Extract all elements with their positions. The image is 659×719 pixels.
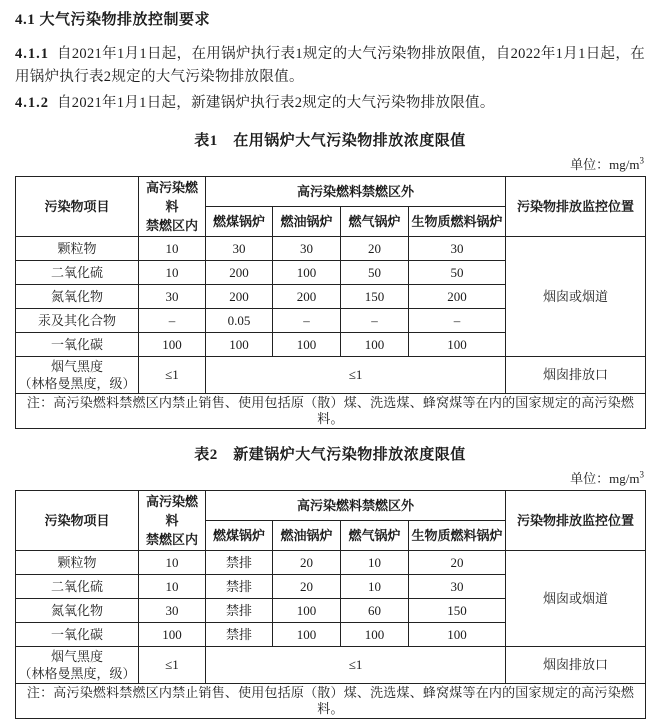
limit-value-cell: 100 (341, 623, 409, 647)
gas-boiler-header: 燃气锅炉 (341, 207, 409, 237)
limit-value-cell: 100 (273, 333, 341, 357)
monitor-location-cell: 烟囱或烟道 (506, 551, 646, 647)
outside-zone-header: 高污染燃料禁燃区外 (206, 491, 506, 521)
section-heading: 4.1 大气污染物排放控制要求 (15, 12, 211, 28)
limit-value-cell: ≤1 (206, 647, 506, 684)
note-cell: 注：高污染燃料禁燃区内禁止销售、使用包括原（散）煤、洗选煤、蜂窝煤等在内的国家规定的高污染燃料。 (16, 394, 646, 429)
monitor-position-header: 污染物排放监控位置 (506, 491, 646, 551)
table2-title: 表2 新建锅炉大气污染物排放浓度限值 (194, 447, 466, 463)
pollutant-name-cell: 烟气黑度 （林格曼黑度，级） (16, 357, 139, 394)
limit-value-cell: 100 (139, 333, 206, 357)
monitor-location-cell: 烟囱排放口 (506, 647, 646, 684)
limit-value-cell: 20 (273, 551, 341, 575)
limit-value-cell: 30 (206, 237, 273, 261)
note-row (16, 684, 646, 719)
outside-zone-header: 高污染燃料禁燃区外 (206, 177, 506, 207)
pollutant-name-cell: 一氧化碳 (16, 623, 139, 647)
limit-value-cell: 50 (409, 261, 506, 285)
limit-value-cell: 150 (409, 599, 506, 623)
limit-value-cell: 200 (206, 261, 273, 285)
limit-value-cell: 30 (409, 575, 506, 599)
biomass-boiler-header: 生物质燃料锅炉 (409, 521, 506, 551)
clause-number: 4.1.1 (15, 46, 49, 62)
limit-value-cell: – (139, 309, 206, 333)
smoke-blackness-row (16, 647, 646, 684)
limit-value-cell: 30 (409, 237, 506, 261)
banned-zone-header: 高污染燃料 禁燃区内 (139, 177, 206, 237)
limit-value-cell: 10 (139, 575, 206, 599)
limit-value-cell: 30 (139, 599, 206, 623)
limit-value-cell: 禁排 (206, 551, 273, 575)
limit-value-cell: ≤1 (139, 647, 206, 684)
limit-value-cell: 30 (139, 285, 206, 309)
clause-text: 自2021年1月1日起，在用锅炉执行表1规定的大气污染物排放限值，自2022年1月1日起，在用锅炉执行表2规定的大气污染物排放限值。 (15, 46, 645, 85)
limit-value-cell: 200 (409, 285, 506, 309)
table-header-row (16, 177, 646, 207)
limit-value-cell: 60 (341, 599, 409, 623)
limit-value-cell: 10 (341, 551, 409, 575)
monitor-location-cell: 烟囱排放口 (506, 357, 646, 394)
limit-value-cell: 100 (139, 623, 206, 647)
clause-text: 自2021年1月1日起，新建锅炉执行表2规定的大气污染物排放限值。 (57, 95, 495, 111)
limit-value-cell: 10 (139, 551, 206, 575)
pollutant-name-cell: 汞及其化合物 (16, 309, 139, 333)
pollutant-name-cell: 烟气黑度 （林格曼黑度，级） (16, 647, 139, 684)
table1-unit-label: 单位：$mg/m^3$ (570, 155, 644, 172)
pollutant-name-cell: 二氧化硫 (16, 575, 139, 599)
limit-value-cell: 100 (409, 623, 506, 647)
oil-boiler-header: 燃油锅炉 (273, 207, 341, 237)
gas-boiler-header: 燃气锅炉 (341, 521, 409, 551)
limit-value-cell: 10 (139, 261, 206, 285)
clause-4-1-2 (15, 92, 645, 115)
limit-value-cell: 20 (273, 575, 341, 599)
clause-4-1-1 (15, 43, 645, 89)
limit-value-cell: 100 (273, 261, 341, 285)
limit-value-cell: 100 (273, 623, 341, 647)
limit-value-cell: 50 (341, 261, 409, 285)
monitor-position-header: 污染物排放监控位置 (506, 177, 646, 237)
limit-value-cell: 禁排 (206, 599, 273, 623)
coal-boiler-header: 燃煤锅炉 (206, 521, 273, 551)
table1-title: 表1 在用锅炉大气污染物排放浓度限值 (194, 133, 466, 149)
table1-in-use-boiler-limits (15, 176, 646, 429)
limit-value-cell: 禁排 (206, 575, 273, 599)
clause-number: 4.1.2 (15, 95, 49, 111)
limit-value-cell: 100 (409, 333, 506, 357)
pollutant-name-cell: 颗粒物 (16, 237, 139, 261)
limit-value-cell: 200 (206, 285, 273, 309)
table-row (16, 237, 646, 261)
limit-value-cell: 30 (273, 237, 341, 261)
limit-value-cell: 200 (273, 285, 341, 309)
table-header-row (16, 491, 646, 521)
limit-value-cell: 20 (409, 551, 506, 575)
oil-boiler-header: 燃油锅炉 (273, 521, 341, 551)
limit-value-cell: 150 (341, 285, 409, 309)
table2-unit-label: 单位：$mg/m^3$ (570, 469, 644, 486)
limit-value-cell: ≤1 (139, 357, 206, 394)
limit-value-cell: 100 (273, 599, 341, 623)
limit-value-cell: ≤1 (206, 357, 506, 394)
pollutant-name-cell: 颗粒物 (16, 551, 139, 575)
limit-value-cell: 10 (341, 575, 409, 599)
limit-value-cell: 100 (341, 333, 409, 357)
pollutant-header: 污染物项目 (16, 491, 139, 551)
limit-value-cell: 100 (206, 333, 273, 357)
limit-value-cell: – (273, 309, 341, 333)
note-cell: 注：高污染燃料禁燃区内禁止销售、使用包括原（散）煤、洗选煤、蜂窝煤等在内的国家规定的高污染燃料。 (16, 684, 646, 719)
smoke-blackness-row (16, 357, 646, 394)
banned-zone-header: 高污染燃料 禁燃区内 (139, 491, 206, 551)
note-row (16, 394, 646, 429)
table-row (16, 551, 646, 575)
table2-new-boiler-limits (15, 490, 646, 719)
biomass-boiler-header: 生物质燃料锅炉 (409, 207, 506, 237)
coal-boiler-header: 燃煤锅炉 (206, 207, 273, 237)
limit-value-cell: – (409, 309, 506, 333)
limit-value-cell: 0.05 (206, 309, 273, 333)
pollutant-name-cell: 氮氧化物 (16, 285, 139, 309)
pollutant-name-cell: 二氧化硫 (16, 261, 139, 285)
limit-value-cell: 禁排 (206, 623, 273, 647)
pollutant-name-cell: 一氧化碳 (16, 333, 139, 357)
monitor-location-cell: 烟囱或烟道 (506, 237, 646, 357)
limit-value-cell: – (341, 309, 409, 333)
limit-value-cell: 10 (139, 237, 206, 261)
limit-value-cell: 20 (341, 237, 409, 261)
pollutant-header: 污染物项目 (16, 177, 139, 237)
pollutant-name-cell: 氮氧化物 (16, 599, 139, 623)
